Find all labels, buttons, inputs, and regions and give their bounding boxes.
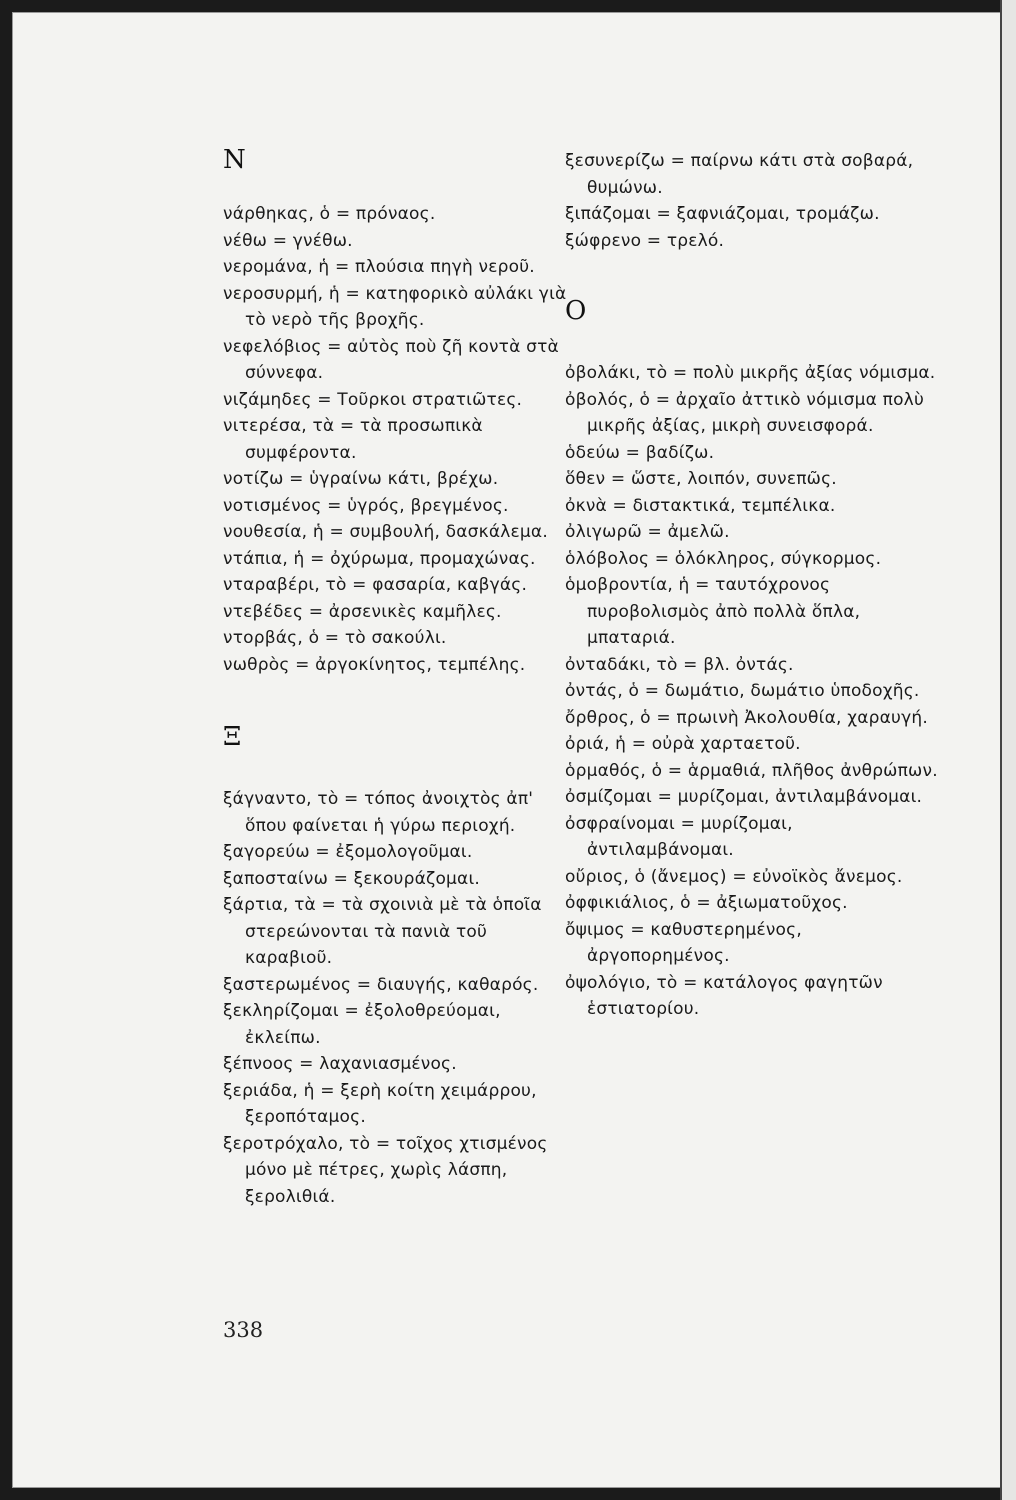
entry: ὅθεν = ὥστε, λοιπόν, συνεπῶς. [565,469,837,489]
entry: ξεροτρόχαλο, τὸ = τοῖχος χτισμένος μόνο μὲ πέτρες, χωρὶς λάσπη, ξερολιθιά. [223,1133,548,1207]
entry: ὁμοβροντία, ἡ = ταυτόχρονος πυροβολισμὸς ἀπὸ πολλὰ ὅπλα, μπαταριά. [565,575,861,648]
entry: νέθω = γνέθω. [223,230,353,251]
entry: νεφελόβιος = αὐτὸς ποὺ ζῆ κοντὰ στὰ σύννεφα. [223,336,559,383]
entry: ὄψιμος = καθυστερημένος, ἀργοπορημένος. [565,919,802,966]
entry: ὀλιγωρῶ = ἀμελῶ. [565,522,730,542]
entry: νουθεσία, ἡ = συμβουλή, δασκάλεμα. [223,522,548,542]
entry: ξώφρενο = τρελό. [565,230,725,251]
entry: ντεβέδες = ἀρσενικὲς καμῆλες. [223,601,502,622]
left-column [223,145,568,1210]
entry: ξιπάζομαι = ξαφνιάζομαι, τρομάζω. [565,204,880,224]
entry: ὄρθρος, ὁ = πρωινὴ Ἀκολουθία, χαραυγή. [565,707,928,728]
entry: ὀνταδάκι, τὸ = βλ. ὀντάς. [565,654,794,675]
entry: νοτίζω = ὑγραίνω κάτι, βρέχω. [223,469,499,489]
entry: νιζάμηδες = Τοῦρκοι στρατιῶτες. [223,389,523,410]
entry: ὀψολόγιο, τὸ = κατάλογος φαγητῶν ἑστιατορίου. [565,972,883,1019]
entry: νάρθηκας, ὁ = πρόναος. [223,204,436,224]
entry: ντορβάς, ὁ = τὸ σακούλι. [223,628,447,648]
entry: ὁρμαθός, ὁ = ἁρμαθιά, πλῆθος ἀνθρώπων. [565,760,938,781]
entry: ξεσυνερίζω = παίρνω κάτι στὰ σοβαρά, θυμώνω. [565,151,914,198]
section-letter-n: Ν [223,145,246,175]
entry: ὀριά, ἡ = οὐρὰ χαρταετοῦ. [565,734,801,754]
entry: ξεριάδα, ἡ = ξερὴ κοίτη χειμάρρου, ξεροπόταμος. [223,1080,537,1127]
entry: ὀβολός, ὁ = ἀρχαῖο ἀττικὸ νόμισμα πολὺ μικρῆς ἀξίας, μικρὴ συνεισφορά. [565,389,924,436]
section-letter-xi: Ξ [223,722,242,752]
entry: ὁλόβολος = ὁλόκληρος, σύγκορμος. [565,548,882,569]
section-letter-o: Ο [565,296,587,326]
entry: ὀντάς, ὁ = δωμάτιο, δωμάτιο ὑποδοχῆς. [565,681,920,701]
entry: οὔριος, ὁ (ἄνεμος) = εὐνοϊκὸς ἄνεμος. [565,866,903,887]
entry: ξαστερωμένος = διαυγής, καθαρός. [223,974,539,995]
entry: ὀσμίζομαι = μυρίζομαι, ἀντιλαμβάνομαι. [565,787,923,807]
entry: ὀκνὰ = διστακτικά, τεμπέλικα. [565,495,836,516]
right-column [565,148,940,1023]
entry: νερομάνα, ἡ = πλούσια πηγὴ νεροῦ. [223,257,535,277]
entry: νταραβέρι, τὸ = φασαρία, καβγάς. [223,575,528,595]
entry: ὁδεύω = βαδίζω. [565,442,715,463]
entry: ξαποσταίνω = ξεκουράζομαι. [223,868,481,889]
entry: ξάρτια, τὰ = τὰ σχοινιὰ μὲ τὰ ὁποῖα στερεώνονται τὰ πανιὰ τοῦ καραβιοῦ. [223,895,542,968]
page-number: 338 [223,1318,264,1342]
entry: νιτερέσα, τὰ = τὰ προσωπικὰ συμφέροντα. [223,416,483,463]
entry: ξαγορεύω = ἐξομολογοῦμαι. [223,842,473,862]
entry: ξέπνοος = λαχανιασμένος. [223,1054,457,1074]
entry: ὀσφραίνομαι = μυρίζομαι, ἀντιλαμβάνομαι. [565,813,793,860]
entry: ὀφφικιάλιος, ὁ = ἀξιωματοῦχος. [565,893,848,913]
entry: νοτισμένος = ὑγρός, βρεγμένος. [223,495,509,516]
entry: ξεκληρίζομαι = ἐξολοθρεύομαι, ἐκλείπω. [223,1001,501,1048]
entry: ξάγναντο, τὸ = τόπος ἀνοιχτὸς ἀπ' ὅπου φαίνεται ἡ γύρω περιοχή. [223,789,534,836]
entry: νεροσυρμή, ἡ = κατηφορικὸ αὐλάκι γιὰ τὸ νερὸ τῆς βροχῆς. [223,283,567,330]
page-edge [1000,0,1016,1500]
entry: ὀβολάκι, τὸ = πολὺ μικρῆς ἀξίας νόμισμα. [565,363,936,383]
entry: νωθρὸς = ἀργοκίνητος, τεμπέλης. [223,654,526,675]
entry: ντάπια, ἡ = ὀχύρωμα, προμαχώνας. [223,548,536,569]
